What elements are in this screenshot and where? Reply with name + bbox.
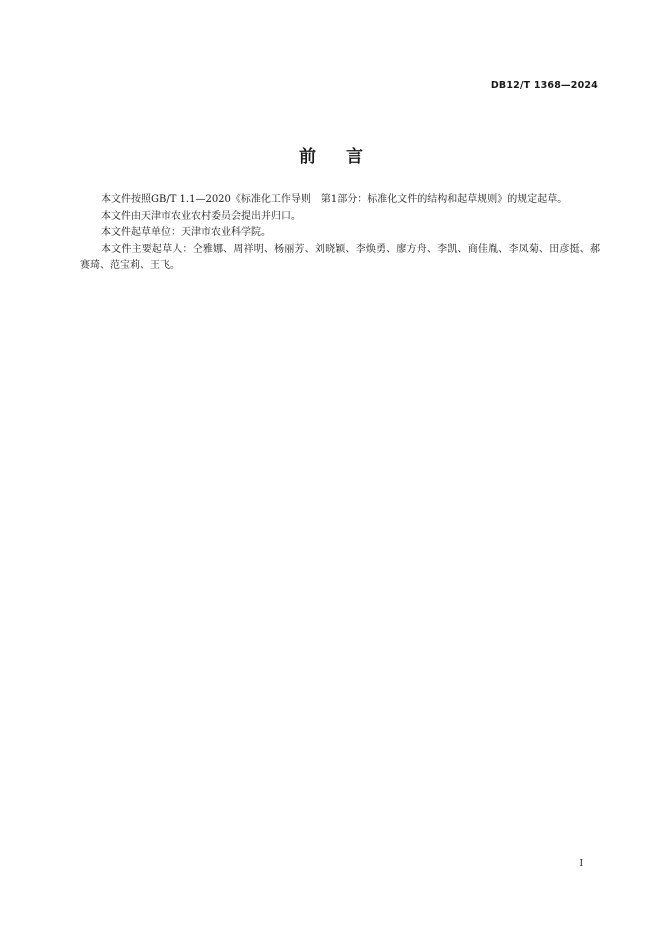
paragraph-drafting-unit: 本文件起草单位：天津市农业科学院。 — [101, 227, 271, 238]
paragraph-drafting-basis: 本文件按照GB/T 1.1—2020《标准化工作导则 第1部分：标准化文件的结构和起草规则》的规定起草。 — [101, 194, 568, 205]
page-number: I — [579, 859, 583, 869]
foreword-body — [80, 192, 600, 275]
paragraph-drafters: 本文件主要起草人：仝雅娜、周祥明、杨丽芳、刘晓颖、李焕勇、廖方舟、李凯、商佳胤、李凤菊、田彦挺、郝赛琦、范宝莉、王飞。 — [80, 243, 600, 271]
title-char-2: 言 — [346, 147, 363, 167]
page-title — [0, 142, 662, 167]
title-char-1: 前 — [299, 147, 316, 167]
document-code: DB12/T 1368—2024 — [490, 80, 598, 91]
paragraph-proposer: 本文件由天津市农业农村委员会提出并归口。 — [101, 210, 301, 222]
